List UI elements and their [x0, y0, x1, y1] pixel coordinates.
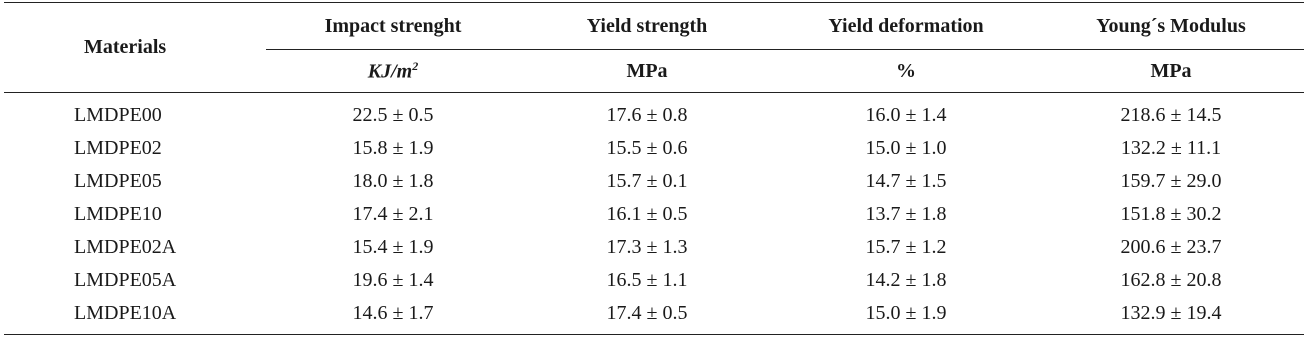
- unit-yield-strength: MPa: [626, 59, 668, 82]
- value-cell: 19.6 ± 1.4: [352, 269, 434, 291]
- value-cell: 13.7 ± 1.8: [865, 203, 947, 225]
- value-cell: 132.2 ± 11.1: [1120, 137, 1222, 159]
- column-header-youngs-modulus: Young´s Modulus: [1038, 3, 1304, 50]
- column-header-impact-strength: Impact strenght: [266, 3, 520, 50]
- table-row: [4, 132, 1304, 165]
- materials-properties-table: [4, 2, 1304, 335]
- value-cell: 17.6 ± 0.8: [606, 104, 688, 126]
- material-name-cell: LMDPE00: [74, 104, 162, 126]
- material-name-cell: LMDPE05A: [74, 269, 177, 291]
- unit-yield-deformation: %: [896, 59, 916, 82]
- value-cell: 15.5 ± 0.6: [606, 137, 688, 159]
- value-cell: 15.0 ± 1.0: [865, 137, 947, 159]
- value-cell: 159.7 ± 29.0: [1120, 170, 1222, 192]
- column-header-yield-deformation: Yield deformation: [774, 3, 1038, 50]
- material-name-cell: LMDPE10A: [74, 302, 177, 324]
- table-row: [4, 231, 1304, 264]
- material-name-cell: LMDPE05: [74, 170, 162, 192]
- value-cell: 16.0 ± 1.4: [865, 104, 947, 126]
- material-name-cell: LMDPE02: [74, 137, 162, 159]
- value-cell: 15.8 ± 1.9: [352, 137, 434, 159]
- value-cell: 17.4 ± 2.1: [352, 203, 434, 225]
- column-header-yield-strength: Yield strength: [520, 3, 774, 50]
- value-cell: 17.4 ± 0.5: [606, 302, 688, 324]
- value-cell: 18.0 ± 1.8: [352, 170, 434, 192]
- value-cell: 218.6 ± 14.5: [1120, 104, 1222, 126]
- value-cell: 16.5 ± 1.1: [606, 269, 688, 291]
- table-header: [4, 3, 1304, 93]
- value-cell: 17.3 ± 1.3: [606, 236, 688, 258]
- unit-impact-strength: [266, 50, 520, 93]
- table-row: [4, 198, 1304, 231]
- material-name-cell: LMDPE02A: [74, 236, 177, 258]
- table-row: [4, 93, 1304, 133]
- unit-youngs-modulus: MPa: [1150, 59, 1192, 82]
- value-cell: 200.6 ± 23.7: [1120, 236, 1222, 258]
- value-cell: 22.5 ± 0.5: [352, 104, 434, 126]
- value-cell: 14.6 ± 1.7: [352, 302, 434, 324]
- value-cell: 15.7 ± 1.2: [865, 236, 947, 258]
- value-cell: 14.2 ± 1.8: [865, 269, 947, 291]
- table-row: [4, 297, 1304, 335]
- table-body: [4, 93, 1304, 335]
- unit-impact-strength-text: KJ/m: [367, 60, 413, 83]
- value-cell: 132.9 ± 19.4: [1120, 302, 1222, 324]
- table-row: [4, 165, 1304, 198]
- value-cell: 16.1 ± 0.5: [606, 203, 688, 225]
- value-cell: 15.0 ± 1.9: [865, 302, 947, 324]
- unit-impact-strength-superscript: 2: [412, 58, 419, 73]
- value-cell: 14.7 ± 1.5: [865, 170, 947, 192]
- value-cell: 162.8 ± 20.8: [1120, 269, 1222, 291]
- value-cell: 15.4 ± 1.9: [352, 236, 434, 258]
- value-cell: 15.7 ± 0.1: [606, 170, 688, 192]
- table-row: [4, 264, 1304, 297]
- value-cell: 151.8 ± 30.2: [1120, 203, 1222, 225]
- material-name-cell: LMDPE10: [74, 203, 162, 225]
- materials-header: Materials: [84, 36, 167, 58]
